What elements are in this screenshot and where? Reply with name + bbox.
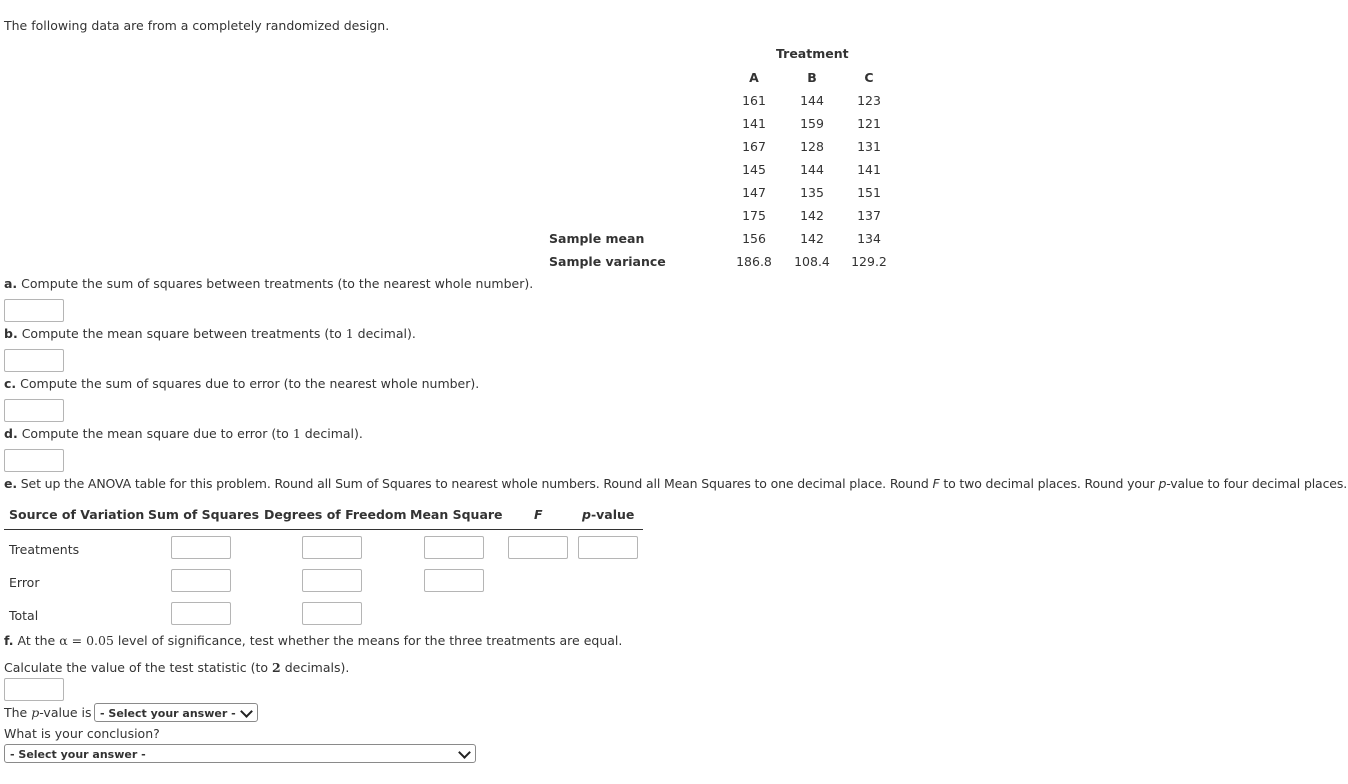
total-df-input[interactable] bbox=[302, 602, 362, 625]
table-cell: 128 bbox=[800, 139, 824, 154]
anova-header-ss: Sum of Squares bbox=[148, 507, 260, 522]
table-cell: 151 bbox=[857, 185, 881, 200]
answer-a-input[interactable] bbox=[4, 299, 64, 322]
question-e-letter: e. bbox=[4, 476, 17, 491]
conclusion-select[interactable] bbox=[4, 744, 476, 763]
table-cell: 121 bbox=[857, 116, 881, 131]
chevron-down-icon bbox=[458, 746, 471, 759]
test-statistic-input[interactable] bbox=[4, 678, 64, 701]
test-statistic-post: decimals). bbox=[280, 660, 350, 675]
table-cell: 137 bbox=[857, 208, 881, 223]
answer-b-input[interactable] bbox=[4, 349, 64, 372]
conclusion-select-value: - Select your answer - bbox=[10, 748, 146, 761]
table-cell: 123 bbox=[857, 93, 881, 108]
treatments-f-input[interactable] bbox=[508, 536, 568, 559]
table-cell: 147 bbox=[742, 185, 766, 200]
pvalue-pre: The bbox=[4, 705, 32, 720]
treatments-ms-input[interactable] bbox=[424, 536, 484, 559]
answer-c-input[interactable] bbox=[4, 399, 64, 422]
column-header-c: C bbox=[864, 70, 874, 85]
answer-d-input[interactable] bbox=[4, 449, 64, 472]
pvalue-label bbox=[4, 705, 92, 720]
question-f-alpha: α = 0.05 bbox=[59, 633, 114, 648]
sample-mean-label: Sample mean bbox=[549, 231, 645, 246]
question-e-text-2: to two decimal places. Round your bbox=[939, 476, 1159, 491]
question-c-text: Compute the sum of squares due to error (to the nearest whole number). bbox=[20, 376, 480, 391]
question-b bbox=[4, 326, 416, 341]
table-cell: 145 bbox=[742, 162, 766, 177]
table-cell: 142 bbox=[800, 208, 824, 223]
question-b-pre: Compute the mean square between treatments (to bbox=[21, 326, 346, 341]
question-d bbox=[4, 426, 363, 441]
conclusion-label: What is your conclusion? bbox=[4, 726, 160, 741]
pvalue-post: -value is bbox=[39, 705, 92, 720]
anova-row-treatments-label: Treatments bbox=[9, 542, 80, 557]
table-cell: 161 bbox=[742, 93, 766, 108]
table-cell: 135 bbox=[800, 185, 824, 200]
chevron-down-icon bbox=[240, 705, 253, 718]
error-ss-input[interactable] bbox=[171, 569, 231, 592]
total-ss-input[interactable] bbox=[171, 602, 231, 625]
column-header-b: B bbox=[807, 70, 817, 85]
treatments-df-input[interactable] bbox=[302, 536, 362, 559]
intro-text: The following data are from a completely randomized design. bbox=[4, 18, 390, 33]
anova-header-ms: Mean Square bbox=[410, 507, 503, 522]
table-cell: 141 bbox=[857, 162, 881, 177]
anova-header-divider bbox=[4, 529, 643, 530]
error-ms-input[interactable] bbox=[424, 569, 484, 592]
question-b-num: 1 bbox=[345, 326, 354, 341]
question-b-letter: b. bbox=[4, 326, 18, 341]
table-cell: 167 bbox=[742, 139, 766, 154]
question-d-post: decimal). bbox=[300, 426, 363, 441]
sample-variance-b: 108.4 bbox=[794, 254, 830, 269]
question-c bbox=[4, 376, 479, 391]
table-cell: 131 bbox=[857, 139, 881, 154]
question-c-letter: c. bbox=[4, 376, 17, 391]
table-cell: 141 bbox=[742, 116, 766, 131]
sample-variance-c: 129.2 bbox=[851, 254, 887, 269]
anova-row-total-label: Total bbox=[9, 608, 39, 623]
question-a bbox=[4, 276, 533, 291]
question-e-p: p bbox=[1158, 476, 1167, 491]
anova-row-error-label: Error bbox=[9, 575, 40, 590]
anova-header-p-rest: -value bbox=[590, 507, 635, 522]
treatments-pvalue-input[interactable] bbox=[578, 536, 638, 559]
sample-mean-c: 134 bbox=[857, 231, 881, 246]
question-a-text: Compute the sum of squares between treatments (to the nearest whole number). bbox=[21, 276, 534, 291]
table-cell: 175 bbox=[742, 208, 766, 223]
test-statistic-pre: Calculate the value of the test statistic (to bbox=[4, 660, 273, 675]
question-e bbox=[4, 476, 1347, 491]
question-f-letter: f. bbox=[4, 633, 14, 648]
question-e-text-1: Set up the ANOVA table for this problem. Round all Sum of Squares to nearest whole numbers. Round all Mean Squares to one decimal place. Round bbox=[20, 476, 933, 491]
anova-header-p-italic: p bbox=[582, 507, 591, 522]
question-d-num: 1 bbox=[292, 426, 301, 441]
anova-header-source: Source of Variation bbox=[9, 507, 145, 522]
pvalue-select-value: - Select your answer - bbox=[100, 707, 236, 720]
pvalue-select[interactable] bbox=[94, 703, 258, 722]
question-e-f: F bbox=[932, 476, 940, 491]
pvalue-p: p bbox=[31, 705, 40, 720]
question-f bbox=[4, 633, 622, 648]
question-a-letter: a. bbox=[4, 276, 18, 291]
anova-header-f: F bbox=[534, 507, 543, 522]
column-header-a: A bbox=[749, 70, 759, 85]
error-df-input[interactable] bbox=[302, 569, 362, 592]
sample-mean-a: 156 bbox=[742, 231, 766, 246]
anova-header-pvalue bbox=[582, 507, 634, 522]
test-statistic-prompt bbox=[4, 660, 349, 675]
treatment-caption: Treatment bbox=[776, 46, 849, 61]
table-cell: 144 bbox=[800, 162, 824, 177]
sample-mean-b: 142 bbox=[800, 231, 824, 246]
table-cell: 159 bbox=[800, 116, 824, 131]
table-cell: 144 bbox=[800, 93, 824, 108]
question-f-post: level of significance, test whether the means for the three treatments are equal. bbox=[113, 633, 623, 648]
question-f-pre: At the bbox=[17, 633, 60, 648]
treatments-ss-input[interactable] bbox=[171, 536, 231, 559]
sample-variance-a: 186.8 bbox=[736, 254, 772, 269]
question-d-letter: d. bbox=[4, 426, 18, 441]
sample-variance-label: Sample variance bbox=[549, 254, 666, 269]
question-e-text-3: -value to four decimal places. bbox=[1166, 476, 1348, 491]
anova-header-df: Degrees of Freedom bbox=[264, 507, 407, 522]
question-b-post: decimal). bbox=[353, 326, 416, 341]
test-statistic-num: 2 bbox=[272, 660, 281, 675]
question-d-pre: Compute the mean square due to error (to bbox=[21, 426, 293, 441]
